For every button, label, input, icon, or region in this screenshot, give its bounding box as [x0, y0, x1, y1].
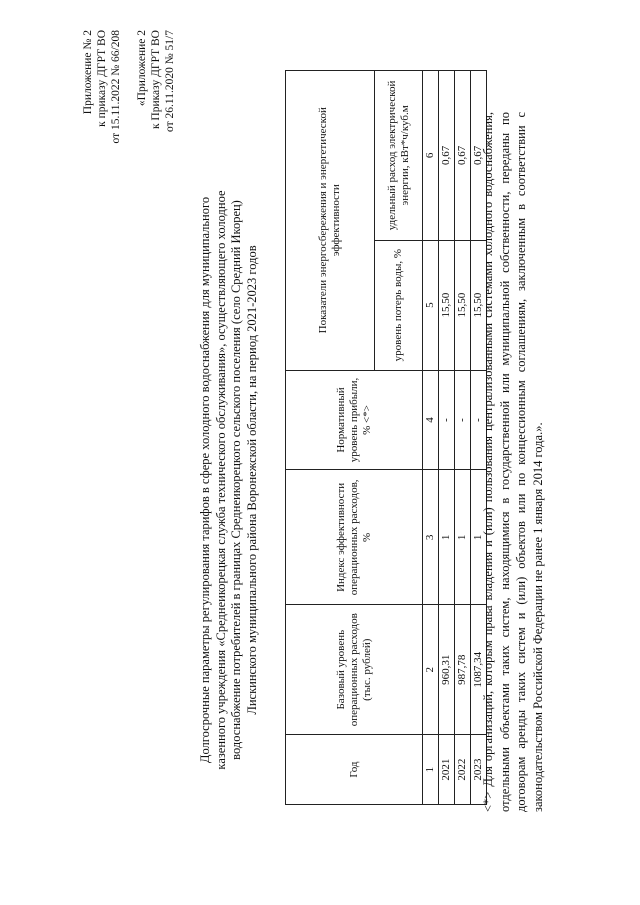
table-row [439, 71, 455, 805]
cell-efficiency-index: 1 [455, 470, 471, 605]
cell-profit: - [471, 370, 487, 470]
column-number: 2 [423, 605, 439, 735]
title-line: водоснабжение потребителей в границах Среднеикорецкого сельского поселения (село Средний Икорец) [229, 200, 243, 760]
cell-electricity: 0,67 [471, 71, 487, 241]
appendix-line: Приложение № 2 [82, 30, 94, 115]
cell-profit: - [455, 370, 471, 470]
appendix-note-current [81, 30, 123, 144]
cell-electricity: 0,67 [455, 71, 471, 241]
header-base-level: Базовый уровень операционных расходов (тыс. рублей) [286, 605, 423, 735]
header-water-loss: уровень потерь воды, % [375, 240, 423, 370]
header-efficiency-index: Индекс эффективности операционных расходов, % [286, 470, 423, 605]
cell-year: 2023 [471, 735, 487, 805]
tariff-parameters-table [285, 70, 487, 805]
cell-profit: - [439, 370, 455, 470]
appendix-line: к приказу ДГРТ ВО [96, 30, 108, 127]
header-energy-group: Показатели энергосбережения и энергетической эффективности [286, 71, 375, 371]
cell-base-level: 987,78 [455, 605, 471, 735]
column-number-row [423, 71, 439, 805]
header-year: Год [286, 735, 423, 805]
title-line: Долгосрочные параметры регулирования тарифов в сфере холодного водоснабжения для муниципального [198, 196, 212, 764]
footnote: <*> Для организаций, которым права владения и (или) пользования централизованными системами холодного водоснабжения, отдельными объектами таких систем, находящимися в государственной или муниципальной собственности, переданы по договорам аренды таких систем и (или) объектов или по концессионным соглашениям, заключенным в соответствии с законодательством Российской Федерации не ранее 1 января 2014 года.». [481, 112, 545, 812]
document-title [198, 150, 260, 810]
cell-base-level: 1087,34 [471, 605, 487, 735]
column-number: 1 [423, 735, 439, 805]
appendix-note-previous [135, 30, 177, 132]
cell-efficiency-index: 1 [471, 470, 487, 605]
title-line: казенного учреждения «Среднеикорецкая служба технического обслуживания», осуществляющего холодное [213, 190, 228, 770]
cell-year: 2021 [439, 735, 455, 805]
title-line: Лискинского муниципального района Воронежской области, на период 2021-2023 годов [244, 245, 259, 715]
header-profit: Нормативный уровень прибыли, % <*> [286, 370, 423, 470]
header-electricity: удельный расход электрической энергии, кВт*ч/куб.м [375, 71, 423, 241]
column-number: 6 [423, 71, 439, 241]
table-row [455, 71, 471, 805]
cell-year: 2022 [455, 735, 471, 805]
cell-base-level: 960,31 [439, 605, 455, 735]
cell-water-loss: 15,50 [455, 240, 471, 370]
cell-efficiency-index: 1 [439, 470, 455, 605]
column-number: 4 [423, 370, 439, 470]
cell-water-loss: 15,50 [471, 240, 487, 370]
appendix-line: «Приложение 2 [136, 30, 148, 107]
column-number: 3 [423, 470, 439, 605]
cell-electricity: 0,67 [439, 71, 455, 241]
appendix-line: к Приказу ДГРТ ВО [150, 30, 162, 130]
appendix-line: от 15.11.2022 № 66/208 [110, 30, 122, 144]
column-number: 5 [423, 240, 439, 370]
appendix-line: от 26.11.2020 № 51/7 [164, 30, 176, 132]
cell-water-loss: 15,50 [439, 240, 455, 370]
